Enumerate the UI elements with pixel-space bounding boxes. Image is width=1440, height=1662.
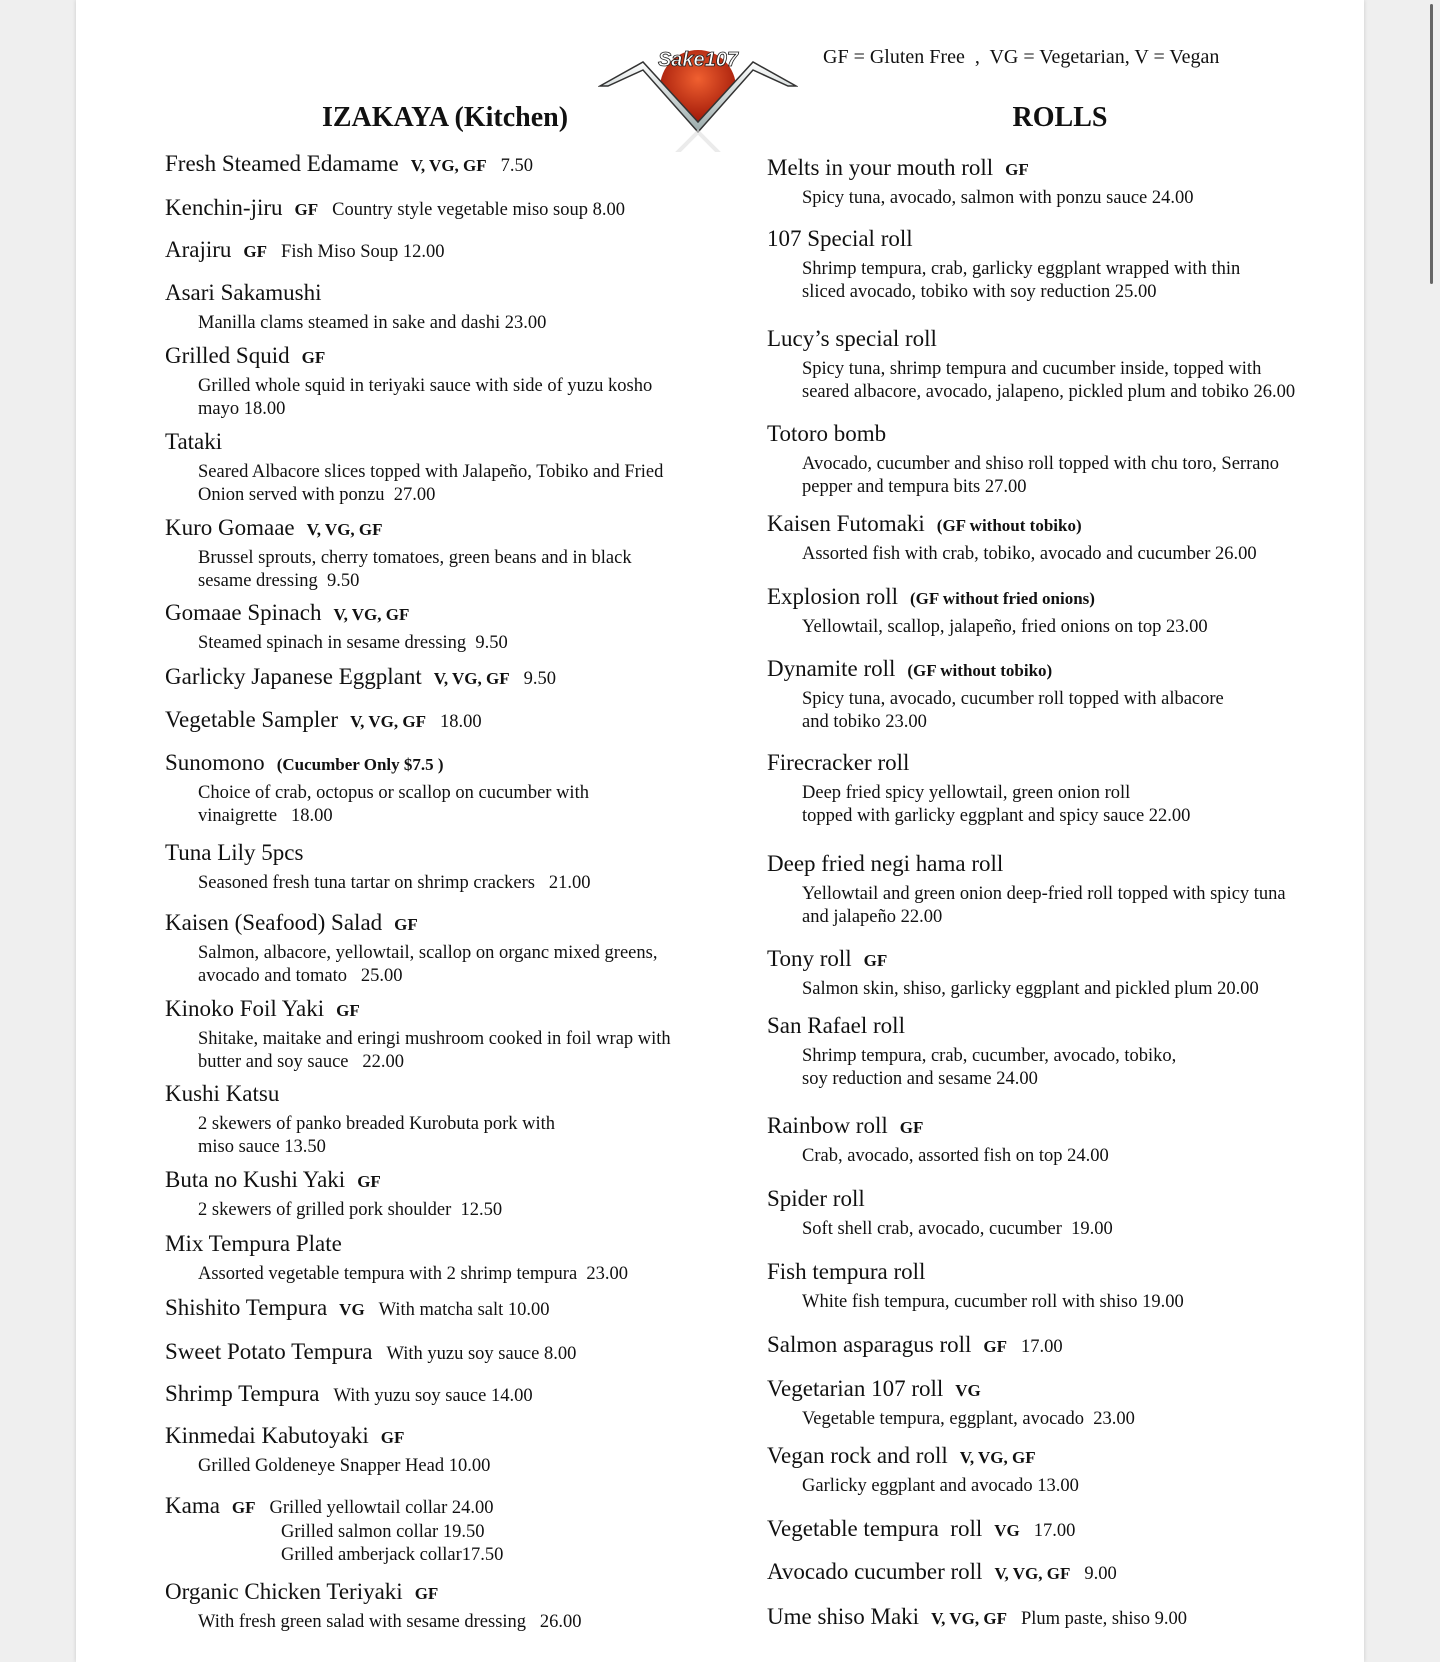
diet-tag: V, VG, GF: [994, 1564, 1071, 1583]
menu-item: [767, 750, 909, 776]
menu-item: [767, 326, 937, 352]
diet-tag: (GF without tobiko): [907, 661, 1053, 680]
item-name: Kinmedai Kabutoyaki: [165, 1423, 369, 1448]
description-line: Grilled whole squid in teriyaki sauce with side of yuzu kosho: [198, 376, 653, 396]
menu-item: [767, 421, 886, 447]
diet-tag: GF: [357, 1172, 381, 1191]
menu-item: [767, 584, 1095, 610]
diet-tag: (GF without fried onions): [909, 589, 1095, 608]
diet-tag: GF: [863, 951, 888, 970]
diet-tag: V, VG, GF: [931, 1609, 1007, 1628]
item-name: Tuna Lily 5pcs: [165, 840, 304, 865]
description-line: Shitake, maitake and eringi mushroom cooked in foil wrap with: [198, 1029, 671, 1049]
item-description: [198, 632, 508, 655]
diet-tag: GF: [899, 1118, 924, 1137]
menu-item: [767, 1186, 865, 1212]
diet-tag: GF: [231, 1498, 256, 1517]
item-name: Buta no Kushi Yaki: [165, 1167, 346, 1192]
item-name: Rainbow roll: [767, 1113, 888, 1138]
item-name: Ume shiso Maki: [767, 1604, 920, 1629]
item-description: [802, 187, 1194, 210]
menu-item: [165, 664, 556, 690]
description-line: Steamed spinach in sesame dressing 9.50: [198, 633, 508, 653]
item-name: Kaisen Futomaki: [767, 511, 925, 536]
menu-item: [165, 707, 482, 733]
item-description: Country style vegetable miso soup 8.00: [332, 200, 626, 220]
item-name: Avocado cucumber roll: [767, 1559, 983, 1584]
item-description: [802, 453, 1279, 499]
menu-item: [767, 1013, 905, 1039]
item-name: Sweet Potato Tempura: [165, 1339, 373, 1364]
description-line: With fresh green salad with sesame dressing 26.00: [198, 1612, 582, 1632]
menu-item: [767, 1376, 981, 1402]
item-description: [198, 375, 652, 421]
description-line: pepper and tempura bits 27.00: [802, 477, 1027, 497]
menu-item: [767, 1559, 1117, 1585]
diet-tag: VG: [339, 1300, 365, 1319]
menu-item: [767, 155, 1029, 181]
menu-item: [165, 280, 322, 306]
item-description: Grilled yellowtail collar 24.00: [269, 1498, 494, 1518]
item-name: Melts in your mouth roll: [767, 155, 994, 180]
diet-tag: GF: [394, 915, 418, 934]
item-description: [198, 942, 657, 988]
description-line: Grilled Goldeneye Snapper Head 10.00: [198, 1456, 491, 1476]
item-description: 17.00: [1033, 1521, 1076, 1541]
menu-item: [165, 910, 418, 936]
menu-item: [767, 656, 1052, 682]
item-description: [198, 1263, 628, 1286]
menu-item: [165, 1231, 342, 1257]
description-line: avocado and tomato 25.00: [198, 966, 403, 986]
description-line: Spicy tuna, avocado, salmon with ponzu sauce 24.00: [802, 188, 1194, 208]
description-line: Avocado, cucumber and shiso roll topped with chu toro, Serrano: [802, 454, 1279, 474]
item-name: Vegetarian 107 roll: [767, 1376, 944, 1401]
menu-item: [165, 1167, 381, 1193]
description-line: Shrimp tempura, crab, garlicky eggplant wrapped with thin: [802, 259, 1241, 279]
item-name: Kama: [165, 1493, 220, 1518]
item-name: Salmon asparagus roll: [767, 1332, 972, 1357]
item-name: Vegan rock and roll: [767, 1443, 948, 1468]
item-description: [198, 1199, 502, 1222]
item-name: Totoro bomb: [767, 421, 887, 446]
description-line: vinaigrette 18.00: [198, 806, 333, 826]
item-name: Tataki: [165, 429, 223, 454]
svg-text:Sake107: Sake107: [657, 49, 739, 71]
menu-item: [165, 1423, 404, 1449]
item-description: [198, 1611, 582, 1634]
item-description: [198, 312, 546, 335]
sake107-logo: [598, 42, 798, 152]
item-description: [198, 872, 590, 895]
item-description: With yuzu soy sauce 8.00: [386, 1344, 577, 1364]
description-line: Salmon skin, shiso, garlicky eggplant and pickled plum 20.00: [802, 979, 1259, 999]
diet-tag: (Cucumber Only $7.5 ): [276, 755, 444, 774]
description-line: topped with garlicky eggplant and spicy sauce 22.00: [802, 806, 1191, 826]
description-line: Crab, avocado, assorted fish on top 24.00: [802, 1146, 1109, 1166]
menu-item: [165, 1081, 279, 1107]
description-line: Salmon, albacore, yellowtail, scallop on organc mixed greens,: [198, 943, 658, 963]
description-line: Seared Albacore slices topped with Jalapeño, Tobiko and Fried: [198, 462, 664, 482]
izakaya-heading: IZAKAYA (Kitchen): [321, 102, 569, 133]
item-name: Deep fried negi hama roll: [767, 851, 1004, 876]
description-line: Seasoned fresh tuna tartar on shrimp crackers 21.00: [198, 873, 591, 893]
diet-tag: GF: [294, 200, 319, 219]
diet-tag: GF: [414, 1584, 439, 1603]
diet-tag: (GF without tobiko): [936, 516, 1082, 535]
item-description: [802, 616, 1208, 639]
menu-item: [165, 750, 444, 776]
item-name: Arajiru: [165, 237, 232, 262]
item-name: Kaisen (Seafood) Salad: [165, 910, 383, 935]
item-name: Kuro Gomaae: [165, 515, 295, 540]
description-line: sesame dressing 9.50: [198, 571, 360, 591]
menu-item: [165, 1579, 438, 1605]
description-line: Grilled salmon collar 19.50: [281, 1522, 485, 1542]
item-description: Fish Miso Soup 12.00: [281, 242, 445, 262]
menu-item: [165, 515, 383, 541]
description-line: soy reduction and sesame 24.00: [802, 1069, 1038, 1089]
description-line: Grilled amberjack collar17.50: [281, 1545, 504, 1565]
item-name: Fish tempura roll: [767, 1259, 926, 1284]
item-name: Mix Tempura Plate: [165, 1231, 342, 1256]
description-line: mayo 18.00: [198, 399, 286, 419]
item-description: 9.50: [523, 669, 557, 689]
description-line: Yellowtail, scallop, jalapeño, fried onions on top 23.00: [802, 617, 1208, 637]
description-line: Shrimp tempura, crab, cucumber, avocado, tobiko,: [802, 1046, 1177, 1066]
description-line: Garlicky eggplant and avocado 13.00: [802, 1476, 1079, 1496]
description-line: and jalapeño 22.00: [802, 907, 943, 927]
description-line: Onion served with ponzu 27.00: [198, 485, 436, 505]
description-line: miso sauce 13.50: [198, 1137, 326, 1157]
item-description: [198, 1113, 555, 1159]
description-line: 2 skewers of grilled pork shoulder 12.50: [198, 1200, 503, 1220]
item-description: [802, 358, 1295, 404]
description-line: Soft shell crab, avocado, cucumber 19.00: [802, 1219, 1113, 1239]
dietary-legend: GF = Gluten Free , VG = Vegetarian, V = Vegan: [823, 46, 1220, 68]
menu-item: [767, 1332, 1063, 1358]
item-description: [802, 1291, 1184, 1314]
menu-item: [767, 1604, 1187, 1630]
item-name: Explosion roll: [767, 584, 898, 609]
item-description: [802, 258, 1240, 304]
item-name: Kinoko Foil Yaki: [165, 996, 325, 1021]
diet-tag: GF: [1005, 160, 1029, 179]
item-name: Organic Chicken Teriyaki: [165, 1579, 403, 1604]
item-name: Gomaae Spinach: [165, 600, 322, 625]
description-line: Vegetable tempura, eggplant, avocado 23.00: [802, 1409, 1135, 1429]
menu-item: [767, 1259, 925, 1285]
item-name: Tony roll: [767, 946, 852, 971]
description-line: White fish tempura, cucumber roll with shiso 19.00: [802, 1292, 1184, 1312]
item-description: [802, 1045, 1176, 1091]
item-name: Dynamite roll: [767, 656, 896, 681]
diet-tag: V, VG, GF: [410, 156, 487, 175]
item-name: Asari Sakamushi: [165, 280, 322, 305]
menu-item: [165, 151, 533, 177]
menu-item: [767, 226, 913, 252]
description-line: Assorted fish with crab, tobiko, avocado and cucumber 26.00: [802, 544, 1257, 564]
item-name: Spider roll: [767, 1186, 865, 1211]
menu-item: [165, 600, 409, 626]
diet-tag: GF: [380, 1428, 405, 1447]
description-line: Spicy tuna, avocado, cucumber roll topped with albacore: [802, 689, 1224, 709]
item-name: 107 Special roll: [767, 226, 913, 251]
item-description: [802, 883, 1286, 929]
menu-item: [767, 851, 1003, 877]
description-line: sliced avocado, tobiko with soy reduction 25.00: [802, 282, 1157, 302]
item-description: [802, 978, 1259, 1001]
description-line: Brussel sprouts, cherry tomatoes, green beans and in black: [198, 548, 632, 568]
item-name: Garlicky Japanese Eggplant: [165, 664, 422, 689]
item-name: Grilled Squid: [165, 343, 290, 368]
diet-tag: GF: [336, 1001, 360, 1020]
rolls-heading: ROLLS: [1012, 102, 1108, 133]
item-name: Sunomono: [165, 750, 265, 775]
item-name: Kushi Katsu: [165, 1081, 280, 1106]
diet-tag: VG: [994, 1521, 1020, 1540]
item-name: Shishito Tempura: [165, 1295, 328, 1320]
diet-tag: V, VG, GF: [306, 520, 383, 539]
item-description: [198, 547, 632, 593]
item-description: [802, 1145, 1109, 1168]
menu-item: [165, 1493, 494, 1519]
menu-item: [165, 840, 303, 866]
description-line: seared albacore, avocado, jalapeno, pickled plum and tobiko 26.00: [802, 382, 1296, 402]
description-line: Choice of crab, octopus or scallop on cucumber with: [198, 783, 589, 803]
menu-item: [767, 1443, 1036, 1469]
diet-tag: GF: [983, 1337, 1008, 1356]
item-description: [802, 1218, 1113, 1241]
description-line: Assorted vegetable tempura with 2 shrimp tempura 23.00: [198, 1264, 629, 1284]
menu-item: [767, 946, 887, 972]
item-description: [198, 461, 663, 507]
item-description: [198, 1455, 490, 1478]
diet-tag: V, VG, GF: [350, 712, 426, 731]
item-name: Shrimp Tempura: [165, 1381, 320, 1406]
item-description: 9.00: [1084, 1564, 1117, 1584]
diet-tag: V, VG, GF: [333, 605, 410, 624]
item-name: Firecracker roll: [767, 750, 910, 775]
item-name: Vegetable tempura roll: [767, 1516, 983, 1541]
menu-item: [767, 511, 1082, 537]
item-description: 17.00: [1021, 1337, 1063, 1357]
menu-item: [165, 1339, 576, 1365]
item-description: [802, 1408, 1135, 1431]
item-name: Kenchin-jiru: [165, 195, 283, 220]
scrollbar[interactable]: [1430, 4, 1433, 284]
item-description: [281, 1521, 503, 1567]
diet-tag: VG: [955, 1381, 981, 1400]
menu-item: [165, 429, 222, 455]
item-name: Fresh Steamed Edamame: [165, 151, 399, 176]
description-line: Yellowtail and green onion deep-fried roll topped with spicy tuna: [802, 884, 1286, 904]
description-line: 2 skewers of panko breaded Kurobuta pork with: [198, 1114, 556, 1134]
menu-item: [767, 1113, 923, 1139]
item-description: With yuzu soy sauce 14.00: [333, 1386, 533, 1406]
item-name: Vegetable Sampler: [165, 707, 339, 732]
item-description: [802, 688, 1224, 734]
item-description: With matcha salt 10.00: [378, 1300, 550, 1320]
item-description: 18.00: [439, 712, 482, 732]
diet-tag: GF: [243, 242, 268, 261]
item-description: [802, 1475, 1079, 1498]
item-description: 7.50: [500, 156, 534, 176]
diet-tag: V, VG, GF: [959, 1448, 1036, 1467]
description-line: Deep fried spicy yellowtail, green onion roll: [802, 783, 1131, 803]
item-description: [198, 1028, 671, 1074]
description-line: butter and soy sauce 22.00: [198, 1052, 405, 1072]
item-description: Plum paste, shiso 9.00: [1020, 1609, 1187, 1629]
menu-item: [165, 1381, 533, 1407]
item-description: [802, 543, 1257, 566]
menu-item: [165, 343, 325, 369]
diet-tag: GF: [301, 348, 326, 367]
description-line: Spicy tuna, shrimp tempura and cucumber inside, topped with: [802, 359, 1262, 379]
menu-item: [767, 1516, 1075, 1542]
description-line: Manilla clams steamed in sake and dashi 23.00: [198, 313, 547, 333]
menu-item: [165, 237, 445, 263]
menu-item: [165, 195, 625, 221]
item-name: San Rafael roll: [767, 1013, 905, 1038]
description-line: and tobiko 23.00: [802, 712, 927, 732]
item-description: [802, 782, 1190, 828]
menu-item: [165, 996, 360, 1022]
item-name: Lucy’s special roll: [767, 326, 937, 351]
item-description: [198, 782, 589, 828]
menu-item: [165, 1295, 550, 1321]
diet-tag: V, VG, GF: [433, 669, 510, 688]
